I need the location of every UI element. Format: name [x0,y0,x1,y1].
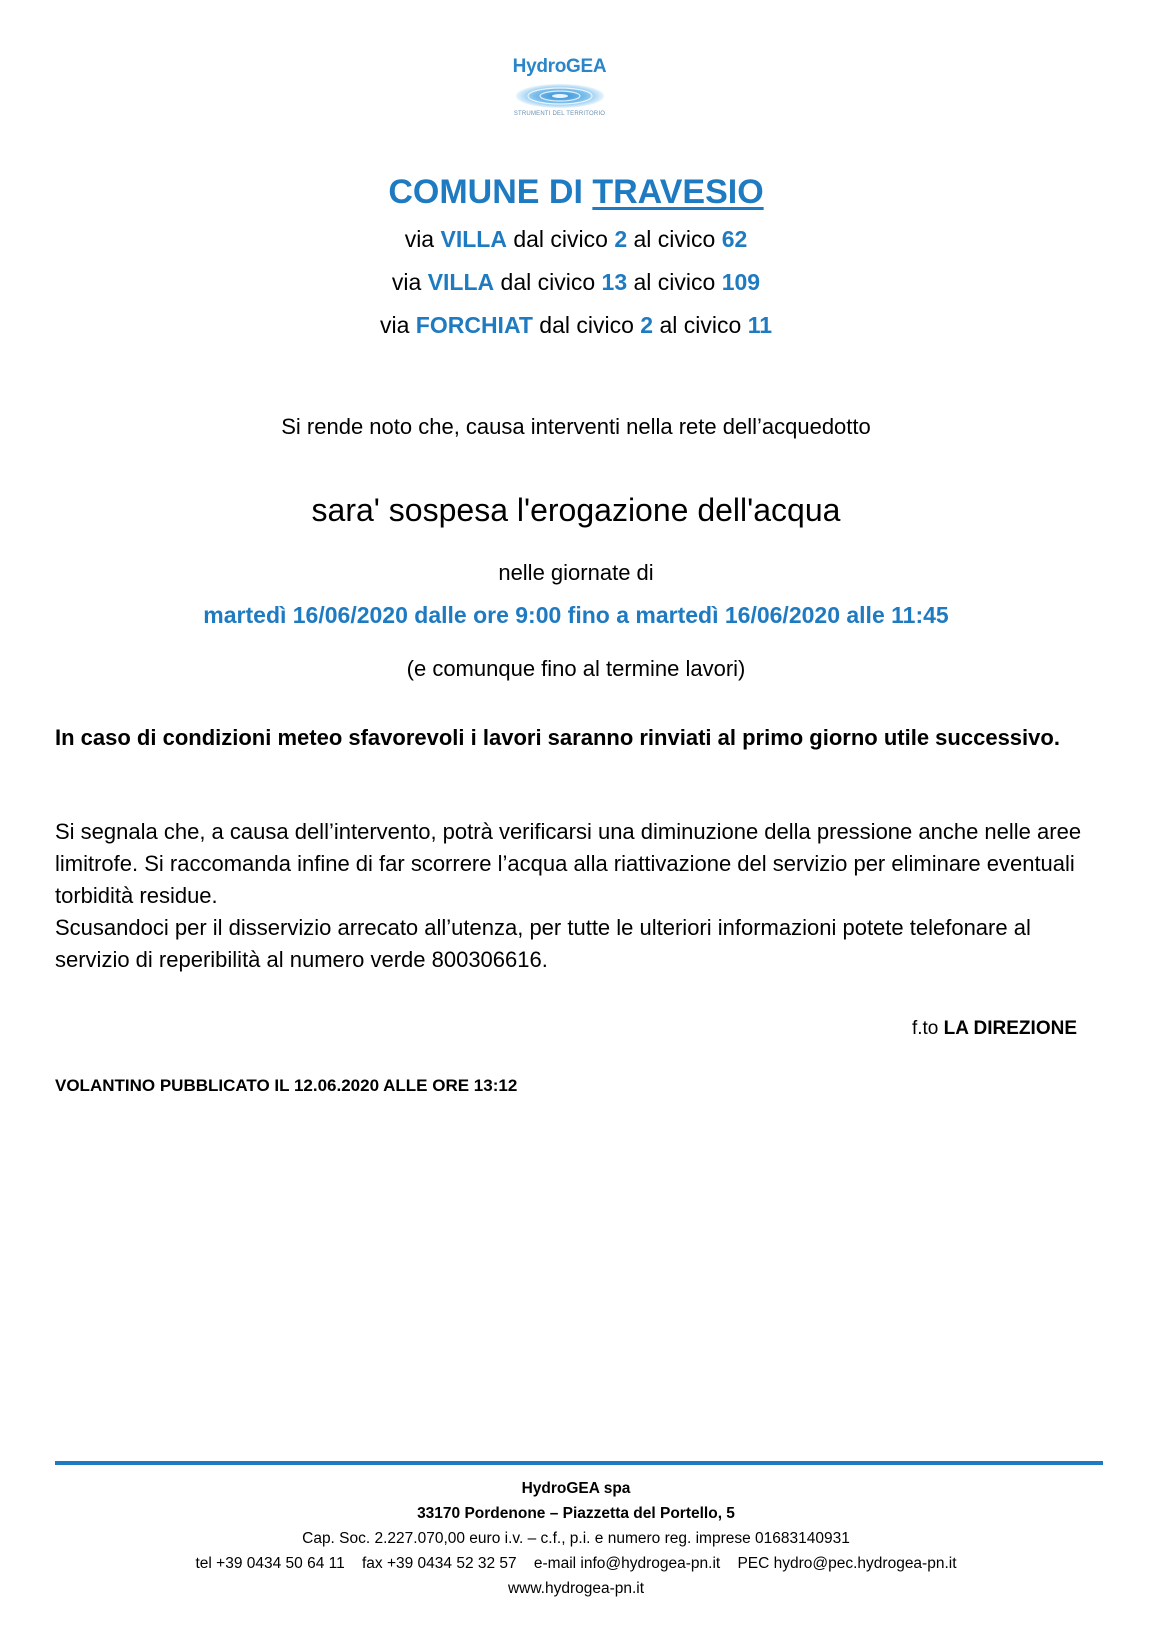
page-title [0,173,1152,212]
body-paragraph: Si segnala che, a causa dell’intervento, potrà verificarsi una diminuzione della pressione anche nelle aree limitrofe. Si raccomanda infine di far scorrere l’acqua alla riattivazione del servizio per eliminare eventuali torbidità residue. [55,819,1082,908]
street-name: FORCHIAT [415,312,533,338]
street-to: 11 [747,312,773,338]
suspension-text: sara' sospesa l'erogazione dell'acqua [311,492,841,528]
footer-address: 33170 Pordenone – Piazzetta del Portello, 5 [417,1505,735,1522]
street-to: 109 [721,269,761,295]
signature [912,1018,1077,1040]
footer-website: www.hydrogea-pn.it [507,1580,645,1597]
street-line: via VILLA dal civico 2 al civico 62 [404,226,748,252]
company-logo [497,52,622,130]
dates-text: martedì 16/06/2020 dalle ore 9:00 fino a martedì 16/06/2020 alle 11:45 [203,602,949,628]
footer [0,1476,1152,1601]
street-from: 13 [601,269,628,295]
body-paragraph: Scusandoci per il disservizio arrecato all’utenza, per tutte le ulteriori informazioni potete telefonare al servizio di reperibilità al numero verde 800306616. [55,915,1031,972]
logo-name: HydroGEA [512,56,607,77]
footer-company: HydroGEA spa [521,1480,631,1497]
signature-prefix: f.to [911,1018,939,1039]
footer-divider [55,1461,1103,1465]
body-text [55,816,1105,976]
street-name: VILLA [440,226,507,252]
footer-legal: Cap. Soc. 2.227.070,00 euro i.v. – c.f., p.i. e numero reg. imprese 01683140931 [302,1530,850,1547]
weather-warning: In caso di condizioni meteo sfavorevoli i lavori saranno rinviati al primo giorno utile successivo. [55,725,1060,750]
water-drop-ripple-icon [514,80,606,110]
logo-tagline: STRUMENTI DEL TERRITORIO [513,111,606,117]
street-name: VILLA [427,269,495,295]
until-end-text: (e comunque fino al termine lavori) [406,656,746,681]
street-from: 2 [614,226,628,252]
street-to: 62 [721,226,748,252]
published-note: VOLANTINO PUBBLICATO IL 12.06.2020 ALLE ORE 13:12 [55,1076,518,1095]
title-prefix: COMUNE DI [388,173,583,211]
street-from: 2 [640,312,654,338]
street-line: via VILLA dal civico 13 al civico 109 [391,269,761,295]
notice-text: Si rende noto che, causa interventi nella rete dell’acquedotto [281,414,871,439]
street-line: via FORCHIAT dal civico 2 al civico 11 [379,312,773,338]
signature-name: LA DIREZIONE [943,1018,1077,1039]
days-label: nelle giornate di [498,560,654,585]
title-town: TRAVESIO [592,173,764,211]
footer-contacts: tel +39 0434 50 64 11 fax +39 0434 52 32 57 e-mail info@hydrogea-pn.it PEC hydro@pec.hydrogea-pn.it [195,1555,957,1572]
